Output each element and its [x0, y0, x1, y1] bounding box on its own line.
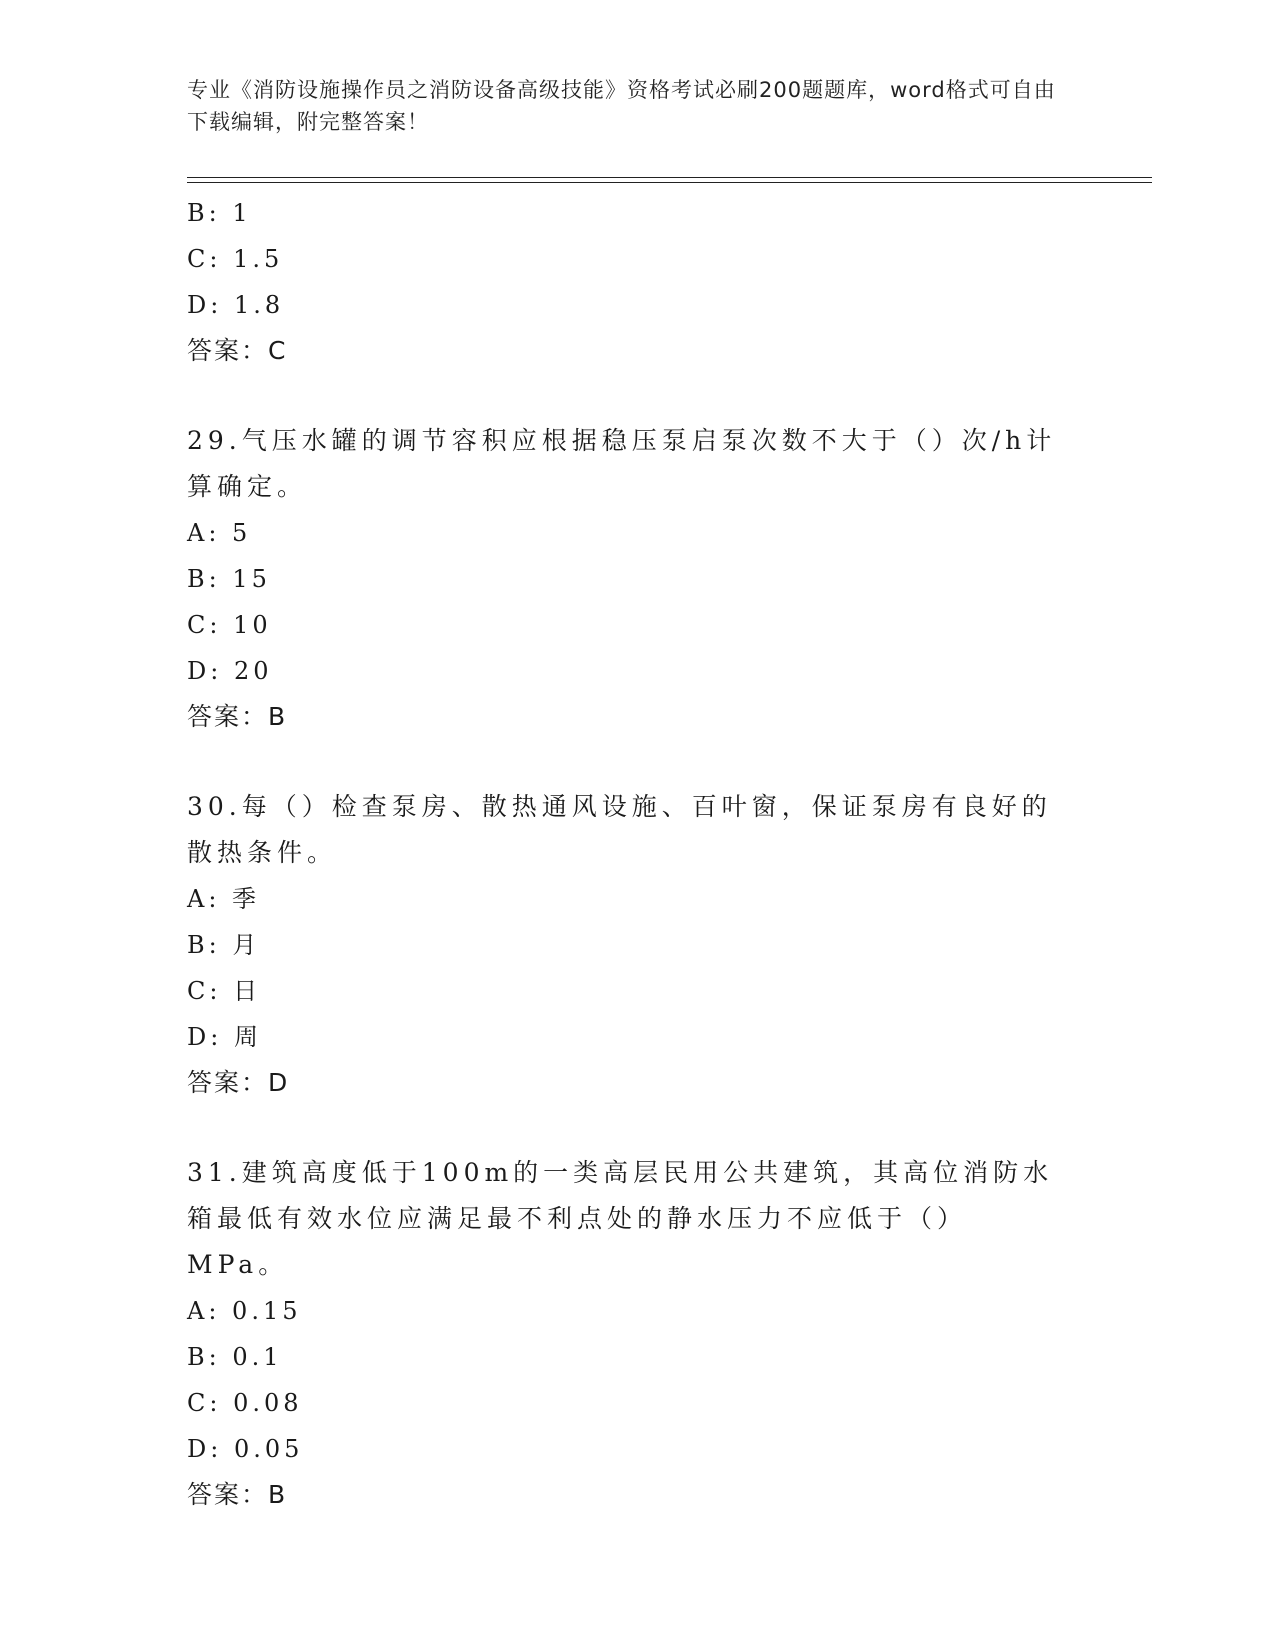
answer-line: 答案：B — [187, 702, 288, 731]
option-d: D: 1.8 — [187, 291, 285, 319]
question-list — [187, 190, 1067, 1518]
option-c: C: 1.5 — [187, 245, 284, 273]
option-c: C: 10 — [187, 611, 272, 639]
document-header: 专业《消防设施操作员之消防设备高级技能》资格考试必刷200题题库，word格式可自由下载编辑，附完整答案！ — [187, 78, 1056, 134]
question-28-partial — [187, 190, 1067, 374]
question-stem: 30.每（）检查泵房、散热通风设施、百叶窗，保证泵房有良好的散热条件。 — [187, 792, 1052, 867]
option-d: D: 周 — [187, 1023, 262, 1051]
option-b: B: 0.1 — [187, 1343, 283, 1371]
header-rule-bottom — [187, 182, 1152, 183]
question-30 — [187, 784, 1067, 1106]
option-c: C: 日 — [187, 977, 262, 1005]
answer-line: 答案：C — [187, 336, 288, 365]
option-a: A: 季 — [187, 885, 261, 913]
option-b: B: 15 — [187, 565, 271, 593]
question-stem: 29.气压水罐的调节容积应根据稳压泵启泵次数不大于（）次/h计算确定。 — [187, 426, 1057, 501]
option-b: B: 1 — [187, 199, 252, 227]
option-d: D: 20 — [187, 657, 273, 685]
question-stem: 31.建筑高度低于100m的一类高层民用公共建筑，其高位消防水箱最低有效水位应满足最不利点处的静水压力不应低于（）MPa。 — [187, 1158, 1054, 1279]
option-a: A: 0.15 — [187, 1297, 302, 1325]
option-d: D: 0.05 — [187, 1435, 304, 1463]
answer-line: 答案：B — [187, 1480, 288, 1509]
question-31 — [187, 1150, 1067, 1518]
option-b: B: 月 — [187, 931, 261, 959]
option-c: C: 0.08 — [187, 1389, 303, 1417]
option-a: A: 5 — [187, 519, 252, 547]
answer-line: 答案：D — [187, 1068, 290, 1097]
question-29 — [187, 418, 1067, 740]
header-rule-top — [187, 177, 1152, 178]
